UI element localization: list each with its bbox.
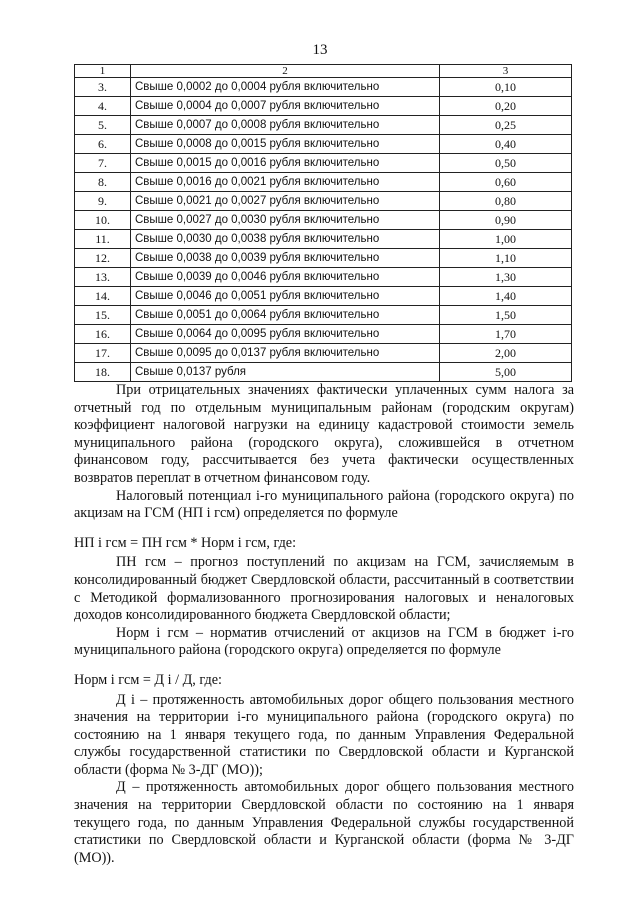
row-number: 17. — [75, 344, 131, 363]
row-number: 8. — [75, 173, 131, 192]
row-coefficient: 1,00 — [440, 230, 572, 249]
row-coefficient: 1,70 — [440, 325, 572, 344]
row-coefficient: 1,50 — [440, 306, 572, 325]
row-range: Свыше 0,0021 до 0,0027 рубля включительно — [131, 192, 440, 211]
row-number: 5. — [75, 116, 131, 135]
row-number: 10. — [75, 211, 131, 230]
row-number: 12. — [75, 249, 131, 268]
page-number: 13 — [312, 42, 328, 58]
row-coefficient: 0,40 — [440, 135, 572, 154]
paragraph-norm-gsm: Норм i гсм – норматив отчислений от акцизов на ГСМ в бюджет i-го муниципального района (городского округа) определяется по формуле — [74, 624, 574, 659]
row-range: Свыше 0,0095 до 0,0137 рубля включительно — [131, 344, 440, 363]
row-coefficient: 2,00 — [440, 344, 572, 363]
row-range: Свыше 0,0137 рубля — [131, 363, 440, 382]
row-coefficient: 0,60 — [440, 173, 572, 192]
paragraph-d-i: Д i – протяженность автомобильных дорог общего пользования местного значения на территории i-го муниципального района (городского округа) по состоянию на 1 января текущего года, по данным Управления Федеральной службы государственной статистики по Свердловской области и Курганской области (форма № 3-ДГ (МО)); — [74, 691, 574, 778]
row-coefficient: 1,10 — [440, 249, 572, 268]
row-coefficient: 1,30 — [440, 268, 572, 287]
row-range: Свыше 0,0015 до 0,0016 рубля включительно — [131, 154, 440, 173]
row-range: Свыше 0,0016 до 0,0021 рубля включительно — [131, 173, 440, 192]
paragraph-tax-potential: Налоговый потенциал i-го муниципального района (городского округа) по акцизам на ГСМ (НП i гсм) определяется по формуле — [74, 487, 574, 522]
table-row — [75, 97, 572, 116]
table-row — [75, 211, 572, 230]
table-body — [75, 78, 572, 382]
table-row — [75, 192, 572, 211]
row-range: Свыше 0,0030 до 0,0038 рубля включительно — [131, 230, 440, 249]
table-row — [75, 173, 572, 192]
table-row — [75, 135, 572, 154]
row-coefficient: 0,25 — [440, 116, 572, 135]
row-number: 4. — [75, 97, 131, 116]
row-range: Свыше 0,0002 до 0,0004 рубля включительно — [131, 78, 440, 97]
row-number: 9. — [75, 192, 131, 211]
column-header-3: 3 — [440, 65, 572, 78]
row-coefficient: 0,80 — [440, 192, 572, 211]
row-range: Свыше 0,0039 до 0,0046 рубля включительно — [131, 268, 440, 287]
row-range: Свыше 0,0004 до 0,0007 рубля включительно — [131, 97, 440, 116]
formula-norm: Норм i гсм = Д i / Д, где: — [74, 671, 222, 688]
paragraph-negative-values: При отрицательных значениях фактически уплаченных сумм налога за отчетный год по отдельным муниципальным районам (городским округам) коэффициент налоговой нагрузки на единицу кадастровой стоимости земель муниципального района (городского округа), сложившейся в отчетном финансовом году, рассчитывается без учета фактически осуществленных возвратов переплат в отчетном финансовом году. — [74, 382, 574, 486]
table-row — [75, 363, 572, 382]
column-header-2: 2 — [131, 65, 440, 78]
row-coefficient: 0,10 — [440, 78, 572, 97]
table-header-row — [75, 65, 572, 78]
table-row — [75, 230, 572, 249]
row-number: 16. — [75, 325, 131, 344]
row-number: 6. — [75, 135, 131, 154]
row-range: Свыше 0,0046 до 0,0051 рубля включительно — [131, 287, 440, 306]
row-range: Свыше 0,0027 до 0,0030 рубля включительно — [131, 211, 440, 230]
table-row — [75, 306, 572, 325]
row-number: 11. — [75, 230, 131, 249]
coefficient-table — [74, 64, 572, 382]
column-header-1: 1 — [75, 65, 131, 78]
table-row — [75, 268, 572, 287]
body-text — [74, 382, 574, 867]
table-row — [75, 287, 572, 306]
row-number: 13. — [75, 268, 131, 287]
row-coefficient: 1,40 — [440, 287, 572, 306]
row-number: 15. — [75, 306, 131, 325]
row-number: 14. — [75, 287, 131, 306]
row-number: 3. — [75, 78, 131, 97]
row-coefficient: 0,50 — [440, 154, 572, 173]
row-coefficient: 0,20 — [440, 97, 572, 116]
row-number: 7. — [75, 154, 131, 173]
table-row — [75, 116, 572, 135]
table-row — [75, 249, 572, 268]
row-range: Свыше 0,0038 до 0,0039 рубля включительно — [131, 249, 440, 268]
row-range: Свыше 0,0064 до 0,0095 рубля включительно — [131, 325, 440, 344]
row-range: Свыше 0,0051 до 0,0064 рубля включительно — [131, 306, 440, 325]
table-row — [75, 325, 572, 344]
row-range: Свыше 0,0007 до 0,0008 рубля включительно — [131, 116, 440, 135]
row-coefficient: 0,90 — [440, 211, 572, 230]
formula-np: НП i гсм = ПН гсм * Норм i гсм, где: — [74, 534, 297, 551]
paragraph-pn-gsm: ПН гсм – прогноз поступлений по акцизам на ГСМ, зачисляемым в консолидированный бюджет Свердловской области, рассчитанный в соответствии с Методикой формализованного прогнозирования налоговых и неналоговых доходов консолидированного бюджета Свердловской области; — [74, 554, 574, 624]
table-row — [75, 344, 572, 363]
row-coefficient: 5,00 — [440, 363, 572, 382]
table-row — [75, 154, 572, 173]
row-number: 18. — [75, 363, 131, 382]
paragraph-d: Д – протяженность автомобильных дорог общего пользования местного значения на территории Свердловской области по состоянию на 1 января текущего года, по данным Управления Федеральной службы государственной статистики по Свердловской области и Курганской области (форма № 3-ДГ (МО)). — [74, 779, 574, 866]
table-row — [75, 78, 572, 97]
row-range: Свыше 0,0008 до 0,0015 рубля включительно — [131, 135, 440, 154]
